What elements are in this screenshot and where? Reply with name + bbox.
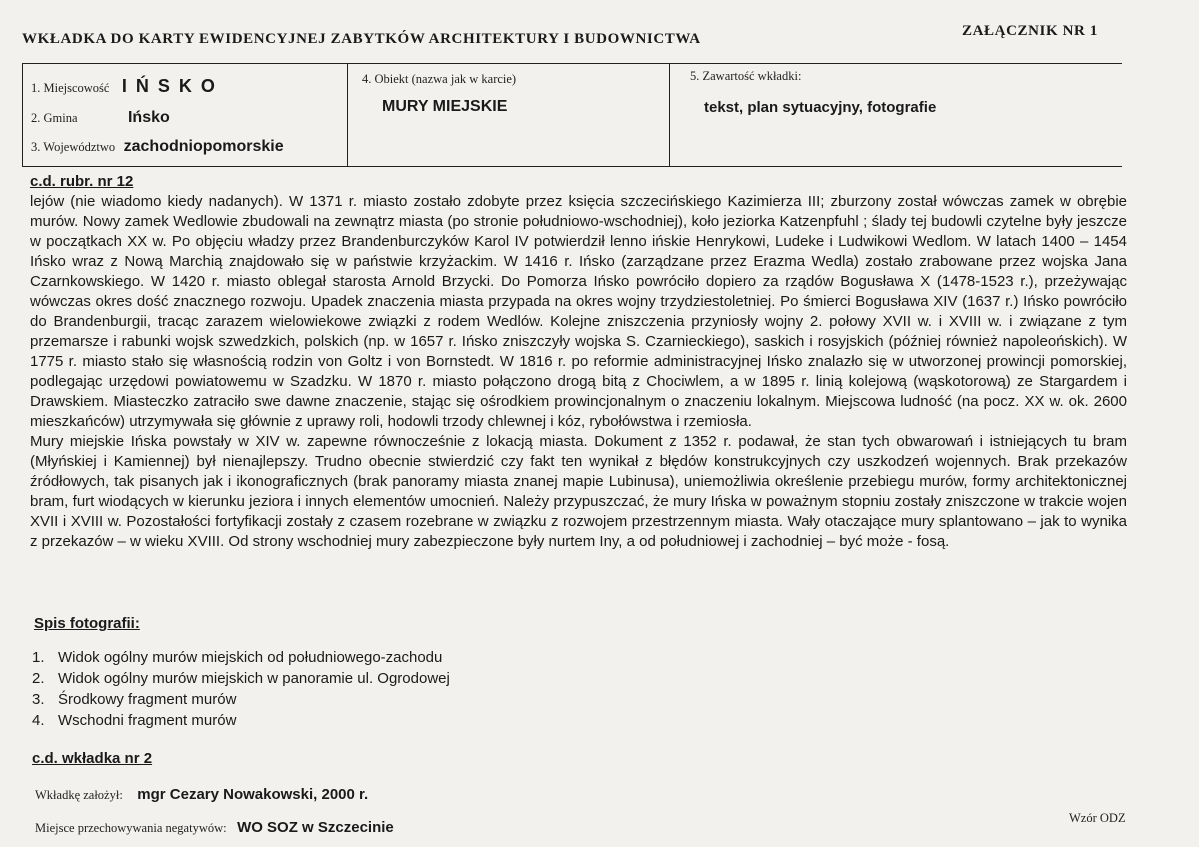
object-value: MURY MIEJSKIE — [382, 98, 508, 115]
divider-field-4 — [347, 63, 348, 166]
photo-caption: Widok ogólny murów miejskich w panoramie ul. Ogrodowej — [58, 670, 450, 687]
voivodeship-value: zachodniopomorskie — [123, 138, 284, 155]
photo-number: 4. — [32, 712, 45, 729]
field-locality — [31, 76, 217, 97]
contents-label: 5. Zawartość wkładki: — [690, 69, 802, 83]
photo-list-item — [32, 710, 450, 731]
top-rule — [22, 63, 1122, 64]
storage-label: Miejsce przechowywania negatywów: — [35, 821, 227, 835]
commune-value: Ińsko — [127, 109, 170, 126]
photo-list-item — [32, 668, 450, 689]
field-commune — [31, 109, 170, 127]
photo-list-header: Spis fotografii: — [34, 615, 140, 632]
section-header: c.d. rubr. nr 12 — [30, 173, 134, 190]
locality-value: I Ń S K O — [121, 76, 217, 96]
photo-caption: Wschodni fragment murów — [58, 712, 237, 729]
storage-value: WO SOZ w Szczecinie — [237, 819, 394, 836]
contents-value: tekst, plan sytuacyjny, fotografie — [704, 99, 937, 116]
left-border — [22, 63, 23, 166]
photo-list — [32, 647, 450, 731]
body-text — [30, 192, 1127, 552]
photo-number: 1. — [32, 649, 45, 666]
template-code: Wzór ODZ — [1069, 811, 1126, 825]
author-value: mgr Cezary Nowakowski, 2000 r. — [137, 786, 369, 803]
locality-label: 1. Miejscowość — [31, 81, 110, 95]
photo-caption: Widok ogólny murów miejskich od południowego-zachodu — [58, 649, 443, 666]
document-title: WKŁADKA DO KARTY EWIDENCYJNEJ ZABYTKÓW ARCHITEKTURY I BUDOWNICTWA — [22, 31, 701, 47]
object-label: 4. Obiekt (nazwa jak w karcie) — [362, 72, 517, 86]
storage-line — [35, 819, 394, 837]
voivodeship-label: 3. Województwo — [31, 140, 116, 154]
photo-number: 2. — [32, 670, 45, 687]
bottom-rule — [22, 166, 1122, 167]
body-paragraph: lejów (nie wiadomo kiedy nadanych). W 1371 r. miasto zostało zdobyte przez księcia szczecińskiego Kazimierza III; zburzony został wówczas zamek w obrębie murów. Nowy zamek Wedlowie zbudowali na zewnątrz miasta (po stronie południowo-wschodniej), koło jeziorka Katzenpfuhl ; ślady tej budowli czytelne były jeszcze w początkach XX w. Po objęciu władzy przez Brandenburczyków Karol IV potwierdził lenno ińskie Henrykowi, Ludeke i Ludwikowi Wedlom. W latach 1400 – 1454 Ińsko wraz z Nową Marchią znajdowało się w państwie krzyżackim. W 1416 r. Ińsko (zarządzane przez Erazma Wedla) zostało zrabowane przez wojska Jana Czarnkowskiego. W 1420 r. miasto oblegał starosta Arnold Brzycki. Do Pomorza Ińsko powróciło dopiero za rządów Bogusława X (1478-1523 r.), przeżywając wówczas okres dość znacznego rozwoju. Upadek znaczenia miasta przypada na okres wojny trzydziestoletniej. Po śmierci Bogusława XIV (1637 r.) Ińsko powróciło do Brandenburgii, tracąc zarazem wielowiekowe związki z rodem Wedlów. Kolejne zniszczenia przyniosły wojny 2. połowy XVII w. i XVIII w. i związane z tym przemarsze i rabunki wojsk szwedzkich, polskich (np. w 1657 r. Ińsko zniszczyły wojska S. Czarnieckiego), saskich i rosyjskich (później również napoleońskich). W 1775 r. miasto stało się własnością rodzin von Goltz i von Bornstedt. W 1816 r. po reformie administracyjnej Ińsko znalazło się w utworzonej prowincji pomorskiej, podlegając urzędowi powiatowemu w Szadzku. W 1870 r. miasto połączono drogą bitą z Chociwlem, a w 1895 r. linią kolejową (wąskotorową) ze Stargardem i Drawskiem. Miasteczko zatraciło swe dawne znaczenie, stając się ośrodkiem prowincjonalnym o znaczeniu lokalnym. Miejscowa ludność (na pocz. XX w. ok. 2600 mieszkańców) utrzymywała się głównie z uprawy roli, hodowli trzody chlewnej i kóz, rybołówstwa i rzemiosła. — [30, 193, 1127, 430]
photo-caption: Środkowy fragment murów — [58, 691, 237, 708]
body-paragraph: Mury miejskie Ińska powstały w XIV w. zapewne równocześnie z lokacją miasta. Dokument z 1352 r. podawał, że stan tych obwarowań i istniejących tu bram (Młyńskiej i Kamiennej) był nienajlepszy. Trudno obecnie stwierdzić czy fakt ten wynikał z błędów konstrukcyjnych czy uszkodzeń wojennych. Brak przekazów źródłowych, tak pisanych jak i ikonograficznych (brak panoramy miasta znanej mapie Lubinusa), uniemożliwia określenie przebiegu murów, formy architektonicznej bram, furt wiodących w kierunku jeziora i innych elementów umocnień. Należy przypuszczać, że mury Ińska w poważnym stopniu zostały zniszczone w trakcie wojen XVII i XVIII w. Pozostałości fortyfikacji zostały z czasem rozebrane w związku z rozwojem przestrzennym miasta. Wały otaczające mury splantowano – jak to wynika z przekazów – w wieku XVIII. Od strony wschodniej mury zabezpieczone były nurtem Iny, a od południowej i zachodniej – być może - fosą. — [30, 433, 1127, 550]
photo-number: 3. — [32, 691, 45, 708]
field-voivodeship — [31, 138, 284, 156]
commune-label: 2. Gmina — [31, 111, 78, 125]
photo-list-item — [32, 647, 450, 668]
author-label: Wkładkę założył: — [35, 788, 123, 802]
divider-field-5 — [669, 63, 670, 166]
photo-list-item — [32, 689, 450, 710]
continuation-note: c.d. wkładka nr 2 — [32, 750, 153, 767]
author-line — [35, 786, 368, 804]
attachment-number: ZAŁĄCZNIK NR 1 — [962, 23, 1098, 39]
